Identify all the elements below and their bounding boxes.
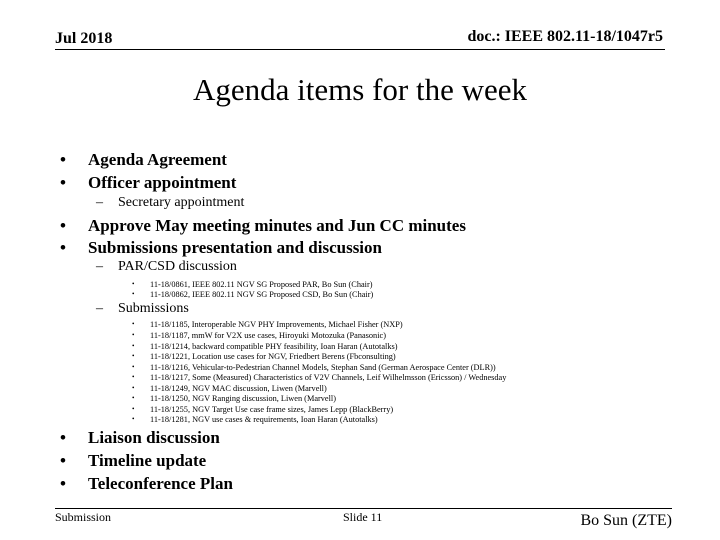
bullet-text: Approve May meeting minutes and Jun CC minutes	[88, 216, 466, 235]
bullet-dot: •	[132, 352, 135, 360]
bullet-dot: •	[60, 451, 66, 470]
bullet-text: Timeline update	[88, 451, 207, 470]
submission-item-text: 11-18/1221, Location use cases for NGV, Friedbert Berens (Fbconsulting)	[150, 352, 396, 361]
bullet-dot: •	[132, 280, 135, 288]
bullet-dot: •	[60, 173, 66, 192]
sub-bullet-text: PAR/CSD discussion	[118, 259, 237, 274]
dash-mark: –	[96, 259, 103, 274]
submission-item-text: 11-18/1214, backward compatible PHY feasibility, Ioan Haran (Autotalks)	[150, 342, 398, 351]
submission-item-text: 11-18/1185, Interoperable NGV PHY Improvements, Michael Fisher (NXP)	[150, 320, 403, 329]
footer-rule	[55, 508, 672, 509]
submission-item-text: 11-18/1255, NGV Target Use case frame sizes, James Lepp (BlackBerry)	[150, 405, 394, 414]
header-date: Jul 2018	[55, 30, 113, 47]
submission-item-text: 11-18/1217, Some (Measured) Characteristics of V2V Channels, Leif Wilhelmsson (Ericsson) / Wednesday	[150, 373, 507, 382]
bullet-dot: •	[132, 342, 135, 350]
submission-item-text: 11-18/1281, NGV use cases & requirements, Ioan Haran (Autotalks)	[150, 415, 378, 424]
bullet-text: Liaison discussion	[88, 428, 220, 447]
footer-slide-number: Slide 11	[343, 510, 383, 524]
par-csd-item-text: 11-18/0861, IEEE 802.11 NGV SG Proposed PAR, Bo Sun (Chair)	[150, 280, 373, 289]
bullet-dot: •	[60, 474, 66, 493]
submission-item-text: 11-18/1249, NGV MAC discussion, Liwen (Marvell)	[150, 384, 327, 393]
bullet-dot: •	[60, 150, 66, 169]
footer-submission: Submission	[55, 510, 112, 524]
bullet-dot: •	[60, 238, 66, 257]
bullet-dot: •	[132, 384, 135, 392]
bullet-dot: •	[132, 394, 135, 402]
slide-title: Agenda items for the week	[193, 72, 527, 107]
submission-item-text: 11-18/1187, mmW for V2X use cases, Hiroyuki Motozuka (Panasonic)	[150, 331, 386, 340]
sub-bullet-text: Secretary appointment	[118, 195, 245, 210]
bullet-text: Agenda Agreement	[88, 150, 227, 169]
header-rule	[55, 49, 665, 50]
submission-item-text: 11-18/1216, Vehicular-to-Pedestrian Channel Models, Stephan Sand (German Aerospace Center (DLR))	[150, 363, 496, 372]
bullet-dot: •	[132, 290, 135, 298]
bullet-dot: •	[132, 363, 135, 371]
bullet-dot: •	[132, 415, 135, 423]
bullet-text: Officer appointment	[88, 173, 237, 192]
submission-item-text: 11-18/1250, NGV Ranging discussion, Liwen (Marvell)	[150, 394, 336, 403]
bullet-dot: •	[60, 216, 66, 235]
dash-mark: –	[96, 301, 103, 316]
par-csd-item-text: 11-18/0862, IEEE 802.11 NGV SG Proposed CSD, Bo Sun (Chair)	[150, 290, 374, 299]
bullet-text: Submissions presentation and discussion	[88, 238, 382, 257]
bullet-dot: •	[132, 331, 135, 339]
bullet-dot: •	[132, 405, 135, 413]
bullet-dot: •	[132, 320, 135, 328]
sub-bullet-text: Submissions	[118, 301, 189, 316]
header-doc-id: doc.: IEEE 802.11-18/1047r5	[467, 28, 663, 45]
bullet-text: Teleconference Plan	[88, 474, 233, 493]
bullet-dot: •	[132, 373, 135, 381]
dash-mark: –	[96, 195, 103, 210]
footer-author: Bo Sun (ZTE)	[580, 512, 672, 529]
bullet-dot: •	[60, 428, 66, 447]
